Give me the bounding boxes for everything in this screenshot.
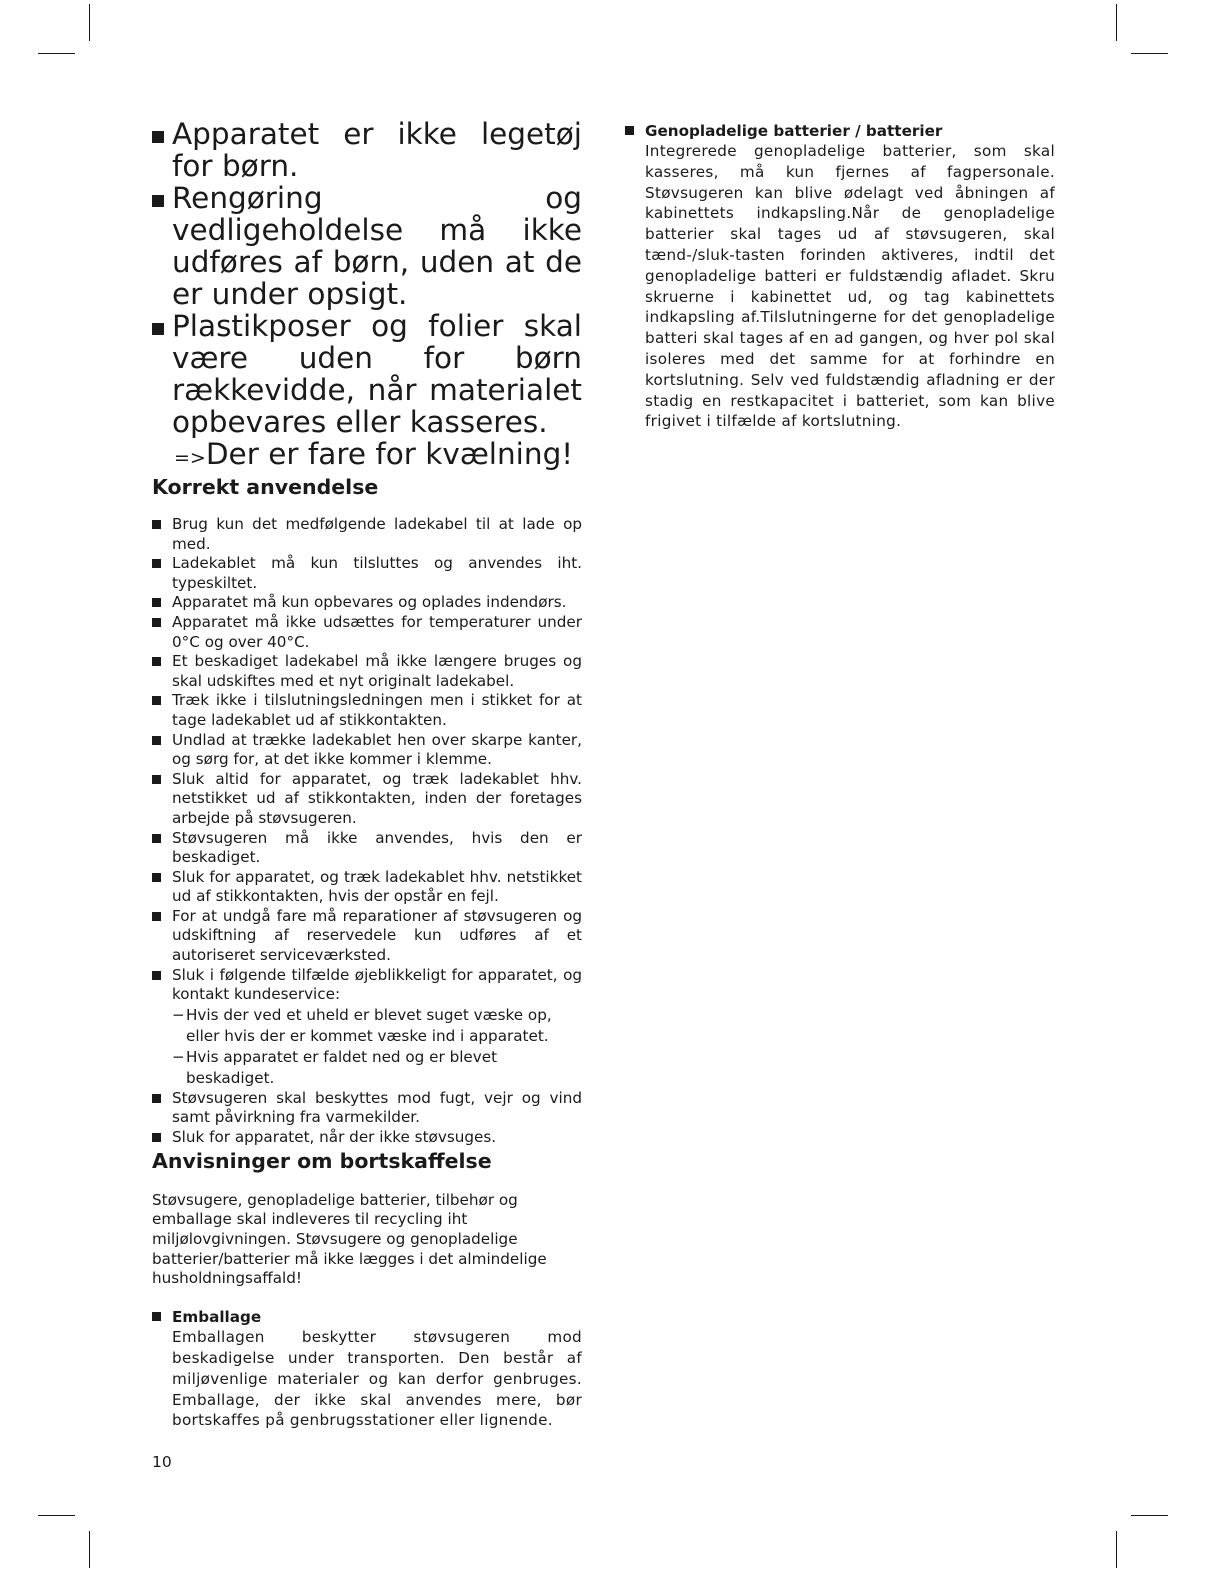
list-item-text: Apparatet må ikke udsættes for temperaturer under 0°C og over 40°C. [172,612,582,651]
correct-use-list-continued [152,1089,582,1148]
section-heading-disposal: Anvisninger om bortskaffelse [152,1148,492,1173]
crop-mark [1131,53,1168,54]
list-item [152,1128,582,1148]
bullet-square-icon [152,1094,161,1103]
bullet-square-icon [152,912,161,921]
bullet-square-icon [152,775,161,784]
crop-mark [38,1515,75,1516]
crop-mark [38,53,75,54]
list-item [152,770,582,829]
bullet-square-icon [152,657,161,666]
batteries-text: Integrerede genopladelige batterier, som skal kasseres, må kun fjernes af fagpersonale. Støvsugeren kan blive ødelagt ved åbningen af kabinettets indkapsling.Når de genopladelige batterier skal tages ud af støvsugeren, skal tænd-/sluk-tasten forinden aktiveres, indtil det genopladelige batteri er fuldstændig afladet. Skru skruerne i kabinettet ud, og tag kabinettets indkapsling af.Tilslutningerne for det genopladelige batteri skal tages af en ad gangen, og hver pol skal isoleres med det samme for at forhindre en kortslutning. Selv ved fuldstændig afladning er der stadig en restkapacitet i batteriet, som kan blive frigivet i tilfælde af kortslutning. [645,142,1055,431]
crop-mark [1116,1531,1117,1568]
bullet-square-icon [152,559,161,568]
list-item [152,691,582,730]
batteries-block [625,121,1055,432]
section-heading-correct-use: Korrekt anvendelse [152,475,379,499]
list-item-text: Et beskadiget ladekabel må ikke længere bruges og skal udskiftes med et nyt originalt ladekabel. [172,652,582,690]
bullet-square-icon [152,1133,161,1142]
list-item [152,554,582,593]
list-item [152,731,582,770]
list-item-text: Støvsugeren må ikke anvendes, hvis den er beskadiget. [172,828,582,867]
list-item [152,907,582,966]
bullet-square-icon [152,323,164,335]
crop-mark [1116,4,1117,41]
safety-warnings [152,118,582,438]
list-item-text: For at undgå fare må reparationer af støvsugeren og udskiftning af reservedele kun udføres af et autoriseret serviceværksted. [172,906,582,965]
list-item-text: Undlad at trække ladekablet hen over skarpe kanter, og sørg for, at det ikke kommer i klemme. [172,730,582,769]
crop-mark [1131,1515,1168,1516]
packaging-title: Emballage [172,1308,262,1327]
batteries-title: Genopladelige batterier / batterier [645,122,943,140]
bullet-square-icon [152,834,161,843]
bullet-square-icon [152,618,161,627]
list-item-text: Træk ikke i tilslutningsledningen men i stikket for at tage ladekablet ud af stikkontakten. [172,691,582,729]
customer-service-cases [152,1005,582,1089]
list-item [152,966,582,1005]
list-item [152,310,582,438]
bullet-square-icon [152,736,161,745]
bullet-square-icon [152,131,164,143]
bullet-square-icon [152,598,161,607]
disposal-intro: Støvsugere, genopladelige batterier, tilbehør og emballage skal indleveres til recycling iht miljølovgivningen. Støvsugere og genopladelige batterier/batterier må ikke lægges i det almindelige husholdningsaffald! [152,1190,547,1288]
list-item [152,829,582,868]
bullet-square-icon [152,1312,161,1321]
list-item-text: Sluk altid for apparatet, og træk ladekablet hhv. netstikket ud af stikkontakten, inden der foretages arbejde på støvsugeren. [172,769,582,827]
bullet-square-icon [152,520,161,529]
list-item-text: Sluk i følgende tilfælde øjeblikkeligt for apparatet, og kontakt kundeservice: [172,965,582,1004]
dash-icon: − [172,1047,185,1066]
safety-item-text: Rengøring og vedligeholdelse må ikke udføres af børn, uden at de er under opsigt. [172,181,582,311]
list-item [152,515,582,554]
bullet-square-icon [152,696,161,705]
safety-item-text: Plastikposer og folier skal være uden for børn rækkevidde, når materialet opbevares eller kasseres. [172,309,582,439]
sub-list-item [172,1047,582,1089]
packaging-block [152,1307,582,1431]
packaging-text: Emballagen beskytter støvsugeren mod beskadigelse under transporten. Den består af miljøvenlige materialer og kan derfor genbruges. Emballage, der ikke skal anvendes mere, bør bortskaffes på genbrugsstationer eller lignende. [172,1328,582,1430]
list-item [152,593,582,613]
list-item-text: Sluk for apparatet, og træk ladekablet hhv. netstikket ud af stikkontakten, hvis der opstår en fejl. [172,867,582,906]
sub-list-item [172,1005,582,1047]
list-item-text: Støvsugeren skal beskyttes mod fugt, vejr og vind samt påvirkning fra varmekilder. [172,1088,582,1127]
list-item-text: Ladekablet må kun tilsluttes og anvendes iht. typeskiltet. [172,554,582,592]
warning-text: Der er fare for kvælning! [205,437,574,471]
crop-mark [89,1531,90,1568]
sub-list-item-text: Hvis der ved et uheld er blevet suget væske op, eller hvis der er kommet væske ind i apparatet. [186,1005,552,1045]
dash-icon: − [172,1005,185,1024]
list-item [152,1089,582,1128]
list-item-text: Sluk for apparatet, når der ikke støvsuges. [172,1128,497,1147]
bullet-square-icon [625,126,634,135]
sub-list-item-text: Hvis apparatet er faldet ned og er blevet beskadiget. [186,1047,498,1087]
list-item-text: Apparatet må kun opbevares og oplades indendørs. [172,593,567,612]
list-item [152,868,582,907]
bullet-square-icon [152,195,164,207]
right-column [625,121,1055,432]
list-item [152,652,582,691]
page-number: 10 [152,1453,172,1471]
list-item [152,182,582,310]
correct-use-list [152,515,582,1005]
left-column [152,118,582,1431]
bullet-square-icon [152,971,161,980]
safety-item-text: Apparatet er ikke legetøj for børn. [172,117,582,183]
crop-mark [89,4,90,41]
bullet-square-icon [152,873,161,882]
list-item-text: Brug kun det medfølgende ladekabel til at lade op med. [172,515,582,553]
suffocation-warning [152,438,582,474]
arrow-icon: => [174,447,206,469]
list-item [152,118,582,182]
list-item [152,613,582,652]
